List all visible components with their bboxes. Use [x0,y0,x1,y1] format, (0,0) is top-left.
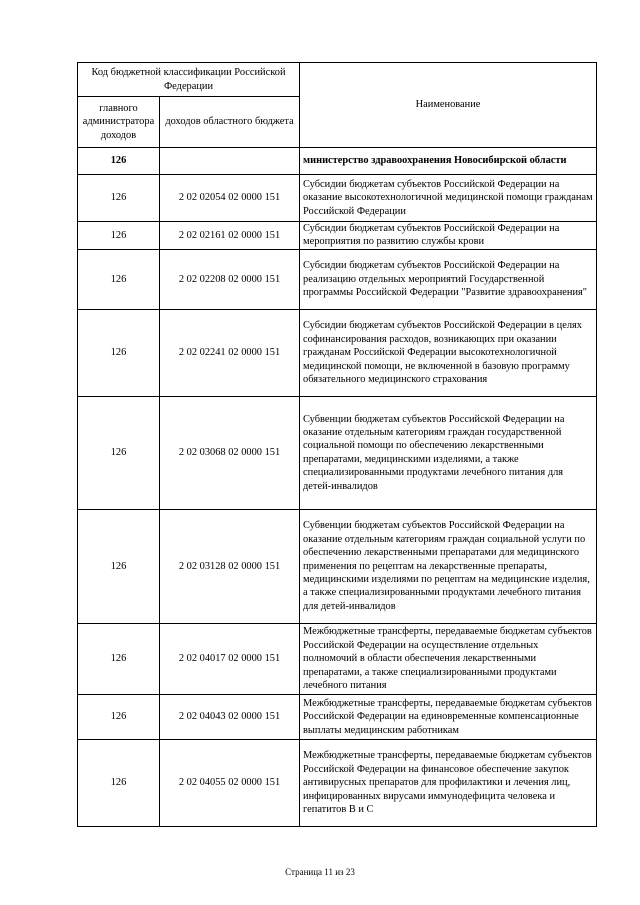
income-code-cell: 2 02 04055 02 0000 151 [160,739,300,826]
admin-code-cell: 126 [78,509,160,623]
admin-code-cell: 126 [78,175,160,222]
table-row [78,249,597,309]
admin-code-cell: 126 [78,249,160,309]
table-row [78,396,597,509]
income-code-cell: 2 02 03068 02 0000 151 [160,396,300,509]
income-code-cell: 2 02 02161 02 0000 151 [160,222,300,250]
name-cell: Межбюджетные трансферты, передаваемые бюджетам субъектов Российской Федерации на единовременные компенсационные выплаты медицинским работникам [300,694,597,739]
name-cell: Межбюджетные трансферты, передаваемые бюджетам субъектов Российской Федерации на осуществление отдельных полномочий в области обеспечения лекарственными препаратами, а также специализированными продуктами лечебного питания [300,623,597,694]
admin-code-cell: 126 [78,739,160,826]
income-column-header: доходов областного бюджета [160,97,300,148]
ministry-name: министерство здравоохранения Новосибирской области [300,148,597,175]
table-row [78,509,597,623]
name-cell: Межбюджетные трансферты, передаваемые бюджетам субъектов Российской Федерации на финансовое обеспечение закупок антивирусных препаратов для профилактики и лечения лиц, инфицированных вирусами иммунодефицита человека и гепатитов В и С [300,739,597,826]
header-row-group [78,63,597,97]
admin-code-cell: 126 [78,396,160,509]
income-code-cell: 2 02 02241 02 0000 151 [160,309,300,396]
name-column-header: Наименование [300,63,597,148]
name-cell: Субсидии бюджетам субъектов Российской Федерации на реализацию отдельных мероприятий Государственной программы Российской Федерации "Развитие здравоохранения" [300,249,597,309]
group-header: Код бюджетной классификации Российской Федерации [78,63,300,97]
name-cell: Субвенции бюджетам субъектов Российской Федерации на оказание отдельным категориям граждан государственной социальной помощи по обеспечению лекарственными препаратами, медицинскими изделиями, а также специализированными продуктами лечебного питания для детей-инвалидов [300,396,597,509]
table-row [78,694,597,739]
income-code-cell: 2 02 04043 02 0000 151 [160,694,300,739]
name-cell: Субсидии бюджетам субъектов Российской Федерации на мероприятия по развитию службы крови [300,222,597,250]
name-cell: Субсидии бюджетам субъектов Российской Федерации на оказание высокотехнологичной медицинской помощи гражданам Российской Федерации [300,175,597,222]
admin-code-cell: 126 [78,623,160,694]
table-row [78,623,597,694]
page-footer: Страница 11 из 23 [285,867,355,877]
name-cell: Субсидии бюджетам субъектов Российской Федерации в целях софинансирования расходов, возникающих при оказании гражданам Российской Федерации высокотехнологичной медицинской помощи, не включенной в базовую программу обязательного медицинского страхования [300,309,597,396]
table-row [78,739,597,826]
admin-code-cell: 126 [78,694,160,739]
ministry-code: 126 [78,148,160,175]
table-row [78,309,597,396]
ministry-row [78,148,597,175]
income-code-cell: 2 02 02208 02 0000 151 [160,249,300,309]
admin-code-cell: 126 [78,309,160,396]
admin-code-cell: 126 [78,222,160,250]
income-code-cell: 2 02 02054 02 0000 151 [160,175,300,222]
table-row [78,175,597,222]
income-code-cell: 2 02 04017 02 0000 151 [160,623,300,694]
table-row [78,222,597,250]
ministry-empty-cell [160,148,300,175]
admin-column-header: главного администратора доходов [78,97,160,148]
income-code-cell: 2 02 03128 02 0000 151 [160,509,300,623]
budget-classification-table [77,62,597,827]
name-cell: Субвенции бюджетам субъектов Российской Федерации на оказание отдельным категориям граждан социальной услуги по обеспечению лекарственными препаратами для медицинского применения по рецептам на лекарственные препараты, медицинскими изделиями по рецептам на медицинские изделия, а также специализированными продуктами лечебного питания для детей-инвалидов [300,509,597,623]
